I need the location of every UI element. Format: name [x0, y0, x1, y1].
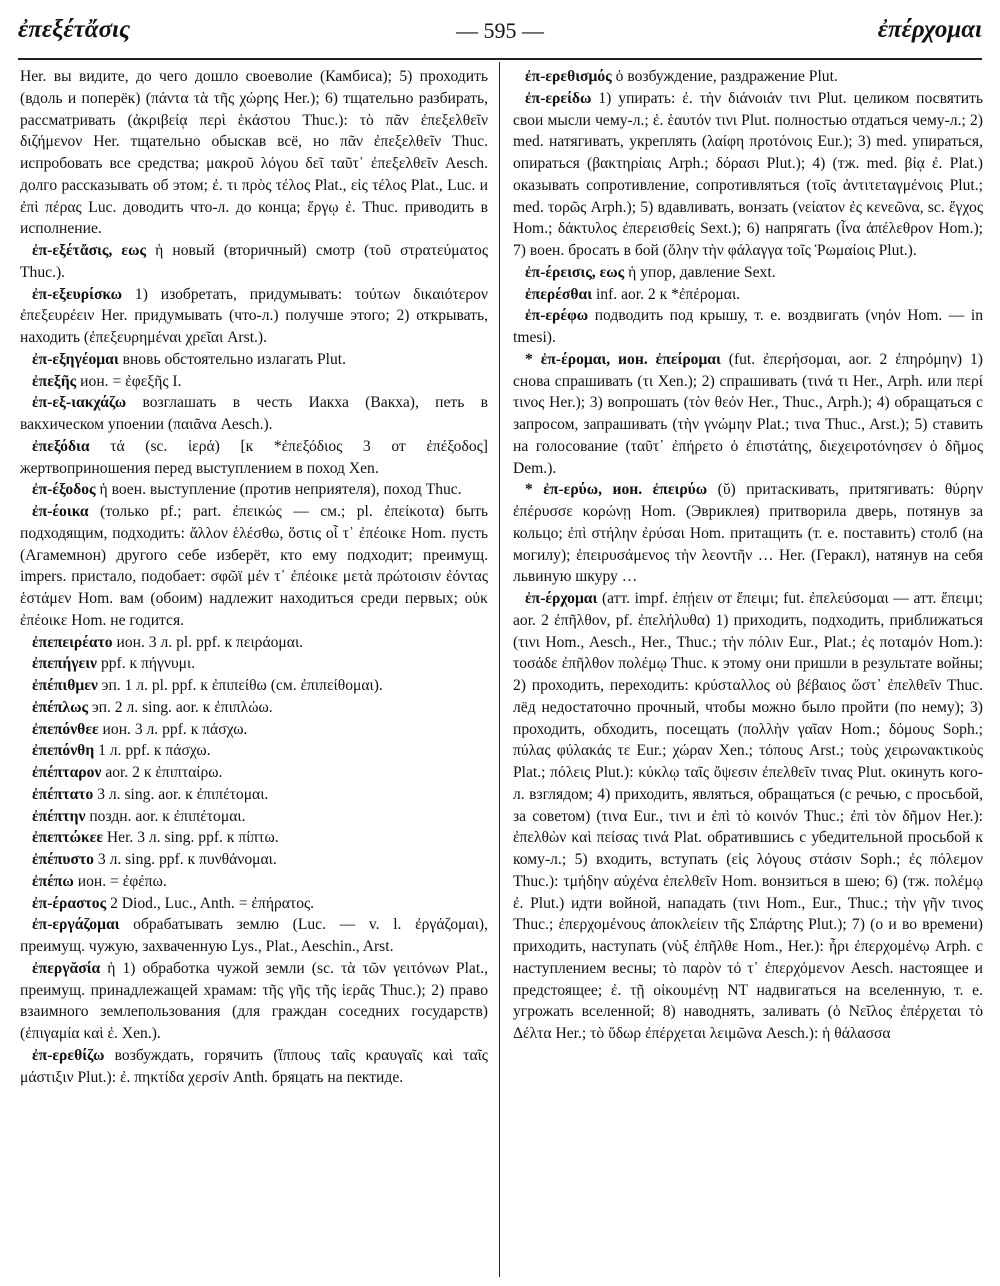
dictionary-entry	[20, 740, 488, 762]
left-column	[20, 66, 488, 1088]
entry-definition: ион. = ἐφέπω.	[77, 872, 167, 890]
entry-headword: ἐπεπόνθη	[32, 742, 95, 760]
dictionary-entry	[513, 479, 983, 588]
entry-definition: 2 Diod., Luc., Anth. = ἐπήρατος.	[110, 894, 315, 912]
page-number: — 595 —	[456, 18, 544, 43]
entry-headword: ἐπ-ερεθισμός	[525, 68, 612, 85]
dictionary-entry	[20, 914, 488, 958]
entry-headword: * ἐπ-έρομαι, ион. ἐπείρομαι	[525, 350, 721, 368]
dictionary-entry	[20, 871, 488, 893]
dictionary-entry	[20, 632, 488, 654]
entry-definition: возглашать в честь Иакха (Вакха), петь в вакхическом упоении (παιᾶνα Aesch.).	[20, 394, 488, 433]
entry-definition: Her. вы видите, до чего дошло своеволие (Камбиса); 5) проходить (вдоль и поперёк) (πάντα τὰ τῆς χώρης Her.); 6) тщательно разбирать, рассматривать (ἀκριβείᾳ περὶ ἑκάστου Thuc.): τὸ πᾶν ἐπεξελθεῖν διζήμενον Her. тщательно обыскав всё, но πᾶν ἐπεξελθεῖν Thuc. испробовать все средства; μακροῦ λόγου δεῖ ταῦτ᾿ ἐπεξελθεῖν Aesch. долго рассказывать об этом; ἐ. τι πρὸς τέλος Plat., εἰς τέλος Plat., Luc. и ἐπὶ πέρας Luc. доводить что-л. до конца; ἔργῳ ἐ. Thuc. приводить в исполнение.	[20, 68, 488, 238]
entry-headword: ἐπ-ερεθίζω	[32, 1046, 105, 1064]
entry-headword: ἐπεπειρέατο	[32, 633, 113, 651]
entry-definition: поздн. aor. к ἐπιπέτομαι.	[89, 807, 246, 825]
entry-headword: ἐπέπιθμεν	[32, 677, 98, 694]
dictionary-entry	[20, 849, 488, 871]
entry-definition: ἡ воен. выступление (против неприятеля), поход Thuc.	[99, 481, 462, 499]
header-rule	[18, 58, 982, 60]
entry-headword: ἐπέπω	[32, 872, 74, 890]
entry-definition: ἡ упор, давление Sext.	[628, 263, 776, 281]
entry-headword: ἐπέπτην	[32, 807, 86, 825]
entry-definition: ὁ возбуждение, раздражение Plut.	[615, 68, 838, 85]
dictionary-entry	[20, 284, 488, 349]
entry-definition: aor. 2 к ἐπιπταίρω.	[105, 764, 223, 781]
entry-headword: ἐπεπήγειν	[32, 655, 98, 673]
dictionary-entry	[513, 305, 983, 349]
dictionary-entry	[20, 371, 488, 393]
entry-headword: ἐπ-ερείδω	[525, 89, 592, 107]
dictionary-entry	[513, 88, 983, 262]
right-column	[513, 66, 983, 1045]
entry-definition: эп. 2 л. sing. aor. к ἐπιπλώω.	[91, 698, 273, 716]
entry-headword: ἐπεπόνθεε	[32, 720, 99, 738]
entry-headword: ἐπ-έρχομαι	[525, 590, 598, 607]
dictionary-entry	[20, 1045, 488, 1089]
entry-headword: ἐπερέσθαι	[525, 285, 593, 303]
entry-headword: ἐπέπτατο	[32, 785, 94, 803]
page-header	[18, 12, 982, 52]
entry-headword: ἐπ-έξοδος	[32, 481, 96, 499]
dictionary-entry	[20, 501, 488, 632]
entry-definition: (атт. impf. ἐπῄειν от ἔπειμι; fut. ἐπελεύσομαι — атт. ἔπειμι; aor. 2 ἐπῆλθον, pf. ἐπελήλυθα) 1) приходить, подходить, приближаться (τινι Hom., Aesch., Her., Thuc.; τὴν πόλιν Eur., Plat.; ἐς ποταμόν Hom.): τοσάδε ἐπῆλθον πολέμῳ Thuc. к этому они пришли в результате войны; 2) проходить, переходить: κρύσταλλος οὐ βέβαιος ὥστ᾿ ἐπελθεῖν Thuc. лёд недостаточно прочный, чтобы можно было пройти (по нему); 3) проходить, обходить, посещать (πολλὴν γαῖαν Hom.; δόμους Soph.; πύλας φύλακάς τε Eur.; χώραν Xen.; τόπους Arst.; τοὺς χειρωνακτικοὺς Plat.; πόλεις Plut.): κύκλῳ ταῖς ὄψεσιν ἐπελθεῖν τινας Plut. окинуть кого-л. взглядом; 4) приходить, являться, обращаться (с речью, с просьбой, за советом) (τινα Eur., τινι и ἐπὶ τὸ κοινόν Thuc.; ἐπὶ τὸν δῆμον Her.): ἐπελθὼν καὶ πείσας τινά Plat. обратившись с убедительной просьбой к кому-л.; 5) входить, вступать (εἰς λόγους στάσιν Soph.; ἐς πόλεμον Thuc.): τμήδην αὐχένα ἐπελθεῖν Hom. вонзиться в шею; 6) (тж. πολέμῳ ἐ. Plut.) идти войной, нападать (τινι Hom., Eur., Thuc.; τὴν γῆν τινος Thuc.; ἐπερχομένους ἀποκλείειν τῆς Σπάρτης Plut.); 7) (о и во времени) приходить, наступать (νὺξ ἐπῆλθε Hom., Her.): ἦρι ἐπερχομένῳ Arph. с наступлением весны; τὸ παρὸν τό τ᾿ ἐπερχόμενον Aesch. настоящее и предстоящее; ἐ. τῇ οἰκουμένῃ NT надвигаться на вселенную, т. е. угрожать вселенной; 8) наводнять, заливать (ὁ Νεῖλος ἐπέρχεται τὸ Δέλτα Her.; τὸ ὕδωρ ἐπέρχεται λειμῶνα Aesch.): ἡ θάλασσα	[513, 590, 983, 1042]
dictionary-entry	[20, 66, 488, 240]
entry-definition: (ῠ) притаскивать, притягивать: θύρην ἐπέρυσσε κορώνῃ Hom. (Эвриклея) притворила дверь, потянув за кольцо; ἐπὶ στήλην ἐρύσαι Hom. притащить (т. е. поставить) столб (на могилу); ἐπειρυσάμενος τὴν λεοντῆν … Her. (Геракл), натянув на себя львиную шкуру …	[513, 481, 983, 586]
entry-headword: * ἐπ-ερύω, ион. ἐπειρύω	[525, 481, 708, 499]
dictionary-entry	[20, 479, 488, 501]
entry-definition: возбуждать, горячить (ἵππους ταῖς κραυγαῖς καὶ ταῖς μάστιξιν Plut.): ἐ. πηκτίδα χερσίν Anth. бряцать на пектиде.	[20, 1046, 488, 1086]
dictionary-entry	[513, 262, 983, 284]
entry-definition: 1) изобретать, придумывать: τούτων δικαιότερον ἐπεξευρέειν Her. придумывать (что-л.) получше этого; 2) открывать, находить (ἐπεξευρημέναι χρεῖαι Arst.).	[20, 285, 488, 346]
entry-definition: (fut. ἐπερήσομαι, aor. 2 ἐπηρόμην) 1) снова спрашивать (τι Xen.); 2) спрашивать (τινά τι Her., Arph. или περί τινος Her.); 3) вопрошать (τὸν θεόν Her., Thuc., Arph.); 4) обращаться с запросом, запрашивать (τὴν γνώμην Plat.; τινα Thuc., Arst.); 5) ставить на голосование (ταῦτ᾿ ἐπήρετο ὁ ἐπιστάτης, διεχειροτόνησεν ὁ δῆμος Dem.).	[513, 350, 984, 477]
dictionary-entry	[20, 653, 488, 675]
dictionary-entry	[20, 827, 488, 849]
entry-headword: ἐπ-έοικα	[32, 503, 89, 520]
entry-headword: ἐπ-εξηγέομαι	[32, 350, 119, 368]
dictionary-entry	[20, 240, 488, 284]
dictionary-entry	[20, 958, 488, 1045]
entry-headword: ἐπεργᾰσία	[32, 959, 101, 977]
entry-definition: ppf. к πήγνυμι.	[100, 655, 196, 673]
dictionary-entry	[20, 392, 488, 436]
dictionary-entry	[513, 349, 983, 480]
dictionary-entry	[513, 66, 983, 88]
entry-headword: ἐπέπυστο	[32, 851, 94, 868]
entry-definition: τά (sc. ἱερά) [к *ἐπεξόδιος 3 от ἐπέξοδος] жертвоприношения перед выступлением в поход Xen.	[20, 437, 488, 477]
entry-definition: inf. aor. 2 к *ἐπέρομαι.	[595, 285, 741, 303]
entry-definition: ион. 3 л. pl. ppf. к πειράομαι.	[116, 633, 304, 651]
entry-definition: 3 л. sing. aor. к ἐπιπέτομαι.	[97, 785, 269, 803]
dictionary-entry	[20, 697, 488, 719]
dictionary-entry	[20, 784, 488, 806]
entry-definition: обрабатывать землю (Luc. — v. l. ἐργάζομαι), преимущ. чужую, захваченную Lys., Plat., Aeschin., Arst.	[20, 916, 488, 955]
entry-definition: 1) упирать: ἐ. τὴν διάνοιάν τινι Plut. целиком посвятить свои мысли чему-л.; ἐ. ἑαυτόν τινι Plut. полностью отдаться чему-л.; 2) med. натягивать, укреплять (λαίφη προτόνοις Eur.); 3) med. упираться, опираться (βακτηρίαις Arph.; δόρασι Plut.); 4) (тж. med. βίᾳ ἐ. Plat.) оказывать сопротивление, сопротивляться (τοῖς ἀντιτεταγμένοις Plut.; med. τορῶς Arph.); 5) вдавливать, вонзать (νείατον ἐς κενεῶνα, sc. ἔγχος Hom.; δάκτυλος ἐπερεισθείς Sext.); 6) напрягать (ἶνα ἀπέλεθρον Hom.); 7) воен. бросать в бой (ὅλην τὴν φάλαγγα τοῖς Ῥωμαίοις Plut.).	[513, 89, 983, 259]
entry-headword: ἐπεξῆς	[32, 372, 77, 390]
entry-headword: ἐπ-έρεισις, εως	[525, 263, 625, 281]
entry-definition: (только pf.; part. ἐπεικώς — см.; pl. ἐπείκοτα) быть подходящим, подходить: ἄλλον ἑλέσθω, ὅστις οἷ τ᾿ ἐπέοικε Hom. пусть (Агамемнон) другого себе изберёт, кто ему подходит; преимущ. impers. пристало, подобает: σφῶϊ μέν τ᾿ ἐπέοικε μετὰ πρώτοισιν ἐόντας ἑστάμεν Hom. вам (обоим) надлежит находиться среди первых; οὐκ ἐπέοικε Hom. не годится.	[20, 503, 488, 629]
dictionary-entry	[20, 762, 488, 784]
entry-headword: ἐπέπταρον	[32, 764, 102, 781]
entry-headword: ἐπ-ερέφω	[525, 307, 589, 325]
entry-definition: ион. = ἐφεξῆς I.	[80, 372, 182, 390]
entry-headword: ἐπ-εξ-ιακχάζω	[32, 394, 127, 412]
dictionary-entry	[513, 588, 983, 1045]
dictionary-entry	[20, 893, 488, 915]
entry-definition: вновь обстоятельно излагать Plut.	[122, 350, 347, 368]
entry-headword: ἐπεπτώκεε	[32, 829, 103, 847]
entry-definition: ἡ 1) обработка чужой земли (sc. τὰ τῶν γειτόνων Plat., преимущ. принадлежащей храмам: τῆς γῆς τῆς ἱερᾶς Thuc.); 2) право взаимного землепользования (для граждан соседних государств) (ἐπιγαμία καὶ ἐ. Xen.).	[20, 959, 488, 1042]
entry-definition: ἡ новый (вторичный) смотр (τοῦ στρατεύματος Thuc.).	[20, 242, 488, 281]
column-divider	[499, 62, 500, 1277]
entry-headword: ἐπέπλως	[32, 698, 89, 716]
entry-headword: ἐπ-εργάζομαι	[32, 916, 120, 934]
entry-headword: ἐπ-εξέτἄσις, εως	[32, 242, 147, 259]
entry-headword: ἐπεξόδια	[32, 437, 90, 455]
entry-definition: Her. 3 л. sing. ppf. к πίπτω.	[106, 829, 279, 847]
dictionary-entry	[513, 284, 983, 306]
dictionary-entry	[20, 719, 488, 741]
entry-definition: ион. 3 л. ppf. к πάσχω.	[102, 720, 248, 738]
dictionary-entry	[20, 436, 488, 480]
entry-headword: ἐπ-έραστος	[32, 894, 107, 912]
dictionary-entry	[20, 349, 488, 371]
entry-definition: подводить под крышу, т. е. воздвигать (νηόν Hom. — in tmesi).	[513, 307, 983, 346]
running-headword-right: ἐπέρχομαι	[877, 16, 982, 43]
dictionary-entry	[20, 675, 488, 697]
entry-headword: ἐπ-εξευρίσκω	[32, 285, 123, 303]
running-headword-left: ἐπεξέτἄσις	[18, 16, 131, 43]
entry-definition: 1 л. ppf. к πάσχω.	[98, 742, 211, 760]
dictionary-entry	[20, 806, 488, 828]
entry-definition: эп. 1 л. pl. ppf. к ἐπιπείθω (см. ἐπιπείθομαι).	[101, 677, 383, 694]
entry-definition: 3 л. sing. ppf. к πυνθάνομαι.	[97, 851, 277, 868]
